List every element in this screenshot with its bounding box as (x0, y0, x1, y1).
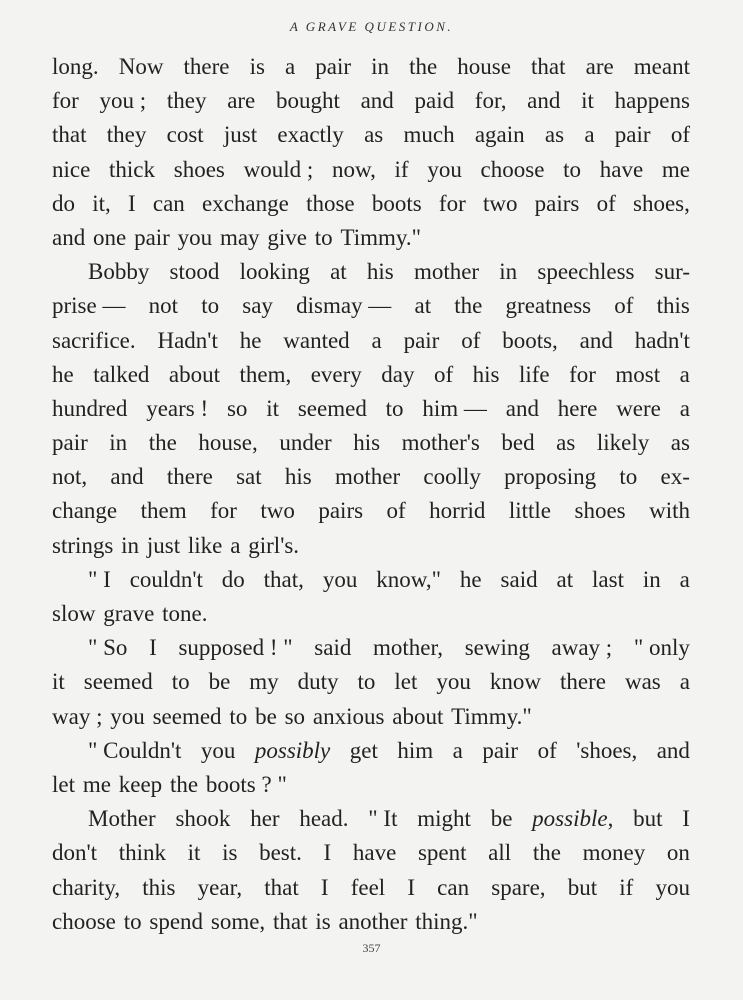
word: that (264, 874, 299, 900)
word: nice (52, 156, 91, 182)
word: at (556, 566, 574, 592)
word: not (148, 293, 179, 319)
word: to (123, 908, 142, 934)
word: I (320, 874, 329, 900)
word: of (596, 190, 616, 216)
word: those (306, 190, 355, 216)
word: slow (52, 601, 96, 626)
word: Timmy." (451, 703, 532, 729)
word: pair (403, 327, 440, 353)
word: this (142, 874, 176, 900)
word: would ; (243, 156, 314, 182)
word: most (615, 361, 661, 387)
running-head: A GRAVE QUESTION. (289, 19, 454, 34)
word: possibly (254, 737, 331, 763)
word: of (537, 737, 557, 763)
word: shoes (574, 498, 626, 524)
word: a (452, 737, 463, 763)
word: like (187, 532, 223, 558)
word: prise — (52, 293, 126, 319)
word: be (208, 669, 231, 695)
word: me (82, 771, 111, 797)
word: him (397, 737, 434, 763)
word: there (166, 464, 213, 490)
word: for (438, 190, 466, 216)
word: a (285, 54, 296, 79)
word: way ; (52, 703, 103, 729)
word: one (93, 224, 127, 250)
word: he (52, 361, 74, 387)
word: I (407, 874, 416, 900)
word: " Couldn't (88, 737, 182, 763)
word: a (679, 566, 690, 592)
word: and (110, 464, 144, 490)
word: pair (614, 122, 651, 148)
word: cost (166, 122, 204, 148)
word: pair (315, 54, 352, 79)
word: money (582, 840, 646, 866)
word: the (454, 293, 483, 319)
text-line (52, 494, 690, 528)
word: he (459, 566, 482, 592)
word: house (457, 54, 511, 79)
text-line (52, 426, 690, 460)
word: anxious (312, 703, 385, 729)
word: for (569, 361, 596, 387)
word: girl's. (248, 532, 300, 558)
word: last (592, 566, 624, 592)
word: mother, (373, 635, 444, 661)
word: " I (88, 566, 111, 592)
word: mother's (401, 430, 480, 456)
word: pairs (318, 498, 364, 524)
word: bed (501, 430, 535, 456)
word: that (273, 908, 308, 934)
text-line (52, 187, 690, 221)
word: tone. (162, 601, 208, 626)
word: a (679, 669, 690, 695)
word: happens (614, 88, 690, 114)
word: ex- (660, 464, 690, 490)
word: to (357, 669, 376, 695)
word: his (366, 259, 394, 285)
word: again (474, 122, 525, 148)
word: and (527, 88, 561, 114)
text-line (52, 836, 690, 870)
word: of (433, 361, 454, 387)
word: grave (103, 601, 155, 626)
word: as (544, 122, 565, 148)
word: Timmy." (340, 224, 422, 250)
word: were (616, 395, 661, 421)
word: and (52, 224, 86, 250)
word: " It (368, 806, 398, 832)
word: for, (474, 88, 507, 114)
word: speechless (537, 259, 635, 285)
word: couldn't (129, 566, 203, 592)
word: you (200, 737, 236, 763)
word: thing." (415, 908, 478, 934)
word: paid (414, 88, 455, 114)
word: two (482, 190, 518, 216)
word: it (52, 669, 65, 695)
word: you (655, 874, 690, 900)
word: I (323, 840, 332, 866)
word: you ; (99, 88, 147, 114)
word: a (679, 395, 690, 421)
word: every (310, 361, 362, 387)
word: pairs (534, 190, 580, 216)
word: his (472, 361, 500, 387)
word: boots ? " (205, 771, 287, 797)
word: duty (297, 669, 339, 695)
word: you (436, 669, 471, 695)
word: choose (480, 156, 545, 182)
word: sacrifice. (52, 327, 136, 353)
word: and (579, 327, 613, 353)
page-number: 357 (362, 941, 381, 955)
word: boots, (502, 327, 558, 353)
text-line (52, 153, 690, 187)
word: in (642, 566, 661, 592)
word: there (183, 54, 230, 79)
word: at (414, 293, 432, 319)
word: to (385, 395, 404, 421)
text-line (52, 563, 690, 597)
word: day (381, 361, 415, 387)
word: can (437, 874, 470, 900)
word: Bobby (88, 259, 150, 285)
word: life (518, 361, 550, 387)
text-line (52, 529, 690, 563)
word: with (649, 498, 690, 524)
word: said (500, 566, 538, 592)
word: give (267, 224, 307, 250)
word: he (239, 327, 262, 353)
word: greatness (505, 293, 592, 319)
word: for (52, 88, 79, 114)
word: wanted (283, 327, 350, 353)
word: bought (275, 88, 340, 114)
word: my (249, 669, 279, 695)
word: choose (52, 908, 116, 934)
word: in (109, 430, 128, 456)
word: the (532, 840, 561, 866)
word: about (168, 361, 220, 387)
text-line (52, 631, 690, 665)
word: him — (422, 395, 487, 421)
word: to (201, 293, 220, 319)
text-line (52, 289, 690, 323)
word: if (619, 874, 634, 900)
word: talked (93, 361, 150, 387)
word: sat (236, 464, 262, 490)
text-line (52, 255, 690, 289)
word: on (666, 840, 690, 866)
word: they (106, 122, 147, 148)
word: shook (175, 806, 231, 832)
word: hundred (52, 395, 128, 421)
word: are (227, 88, 256, 114)
word: so (226, 395, 248, 421)
text-line (52, 118, 690, 152)
word: pair (52, 430, 88, 456)
word: it (266, 395, 280, 421)
word: know," (376, 566, 441, 592)
word: the (409, 54, 438, 79)
word: head. (299, 806, 349, 832)
word: I (682, 806, 690, 832)
word: you (322, 566, 358, 592)
word: Now (118, 54, 164, 79)
word: mother (334, 464, 401, 490)
word: shoes (173, 156, 225, 182)
word: pair (134, 224, 170, 250)
word: shoes, (633, 190, 690, 216)
word: can (152, 190, 185, 216)
word: it (187, 840, 201, 866)
word: do (221, 566, 245, 592)
text-line (52, 871, 690, 905)
word: if (394, 156, 409, 182)
word: of (670, 122, 690, 148)
word: say (242, 293, 273, 319)
word: charity, (52, 874, 121, 900)
word: don't (52, 840, 98, 866)
word: spend (149, 908, 204, 934)
word: of (461, 327, 481, 353)
word: house, (198, 430, 258, 456)
word: of (614, 293, 634, 319)
word: year, (197, 874, 243, 900)
word: think (118, 840, 166, 866)
word: to (619, 464, 638, 490)
word: to (563, 156, 582, 182)
word: but (567, 874, 598, 900)
word: so (284, 703, 306, 729)
word: proposing (504, 464, 597, 490)
word: not, (52, 464, 88, 490)
word: mother (413, 259, 480, 285)
word: a (584, 122, 595, 148)
word: there (560, 669, 606, 695)
word: 'shoes, (576, 737, 638, 763)
word: seemed (83, 669, 153, 695)
word: have (599, 156, 644, 182)
word: it (581, 88, 594, 114)
word: some, (210, 908, 266, 934)
word: supposed ! " (178, 635, 293, 661)
word: that (52, 122, 87, 148)
text-line (52, 665, 690, 699)
word: is (222, 840, 238, 866)
word: them, (239, 361, 292, 387)
word: away ; (551, 635, 613, 661)
body-text (52, 50, 690, 939)
word: was (624, 669, 661, 695)
word: likely (596, 430, 650, 456)
word: and (360, 88, 394, 114)
word: exactly (277, 122, 344, 148)
word: a (230, 532, 241, 558)
word: years ! (146, 395, 209, 421)
text-line (52, 905, 690, 939)
word: here (557, 395, 598, 421)
word: in (371, 54, 390, 79)
word: just (223, 122, 258, 148)
word: at (330, 259, 347, 285)
word: be (490, 806, 513, 832)
word: all (488, 840, 512, 866)
word: to (171, 669, 190, 695)
word: under (279, 430, 332, 456)
word: to (314, 224, 333, 250)
word: is (315, 908, 331, 934)
word: are (585, 54, 614, 79)
word: you (177, 224, 213, 250)
word: in (499, 259, 518, 285)
word: Mother (88, 806, 156, 832)
word: exchange (202, 190, 289, 216)
word: boots (371, 190, 422, 216)
word: a (371, 327, 382, 353)
text-line (52, 50, 690, 84)
word: dismay — (296, 293, 392, 319)
word: keep (118, 771, 163, 797)
word: stood (169, 259, 220, 285)
word: let (52, 771, 75, 797)
word: you (427, 156, 462, 182)
word: get (349, 737, 378, 763)
word: to (229, 703, 248, 729)
word: two (260, 498, 295, 524)
word: be (255, 703, 277, 729)
word: meant (633, 54, 690, 79)
word: in (121, 532, 140, 558)
text-line (52, 768, 690, 802)
word: is (249, 54, 265, 79)
word: looking (239, 259, 310, 285)
word: as (556, 430, 576, 456)
word: another (338, 908, 408, 934)
word: this (656, 293, 690, 319)
word: and (656, 737, 690, 763)
word: the (148, 430, 177, 456)
word: you (110, 703, 145, 729)
word: now, (331, 156, 376, 182)
word: thick (109, 156, 156, 182)
word: have (352, 840, 397, 866)
word: a (679, 361, 690, 387)
word: that (531, 54, 566, 79)
word: about (392, 703, 444, 729)
text-line (52, 84, 690, 118)
word: her (250, 806, 280, 832)
word: " So (88, 635, 128, 661)
word: possible, (532, 806, 614, 832)
word: said (314, 635, 352, 661)
word: Hadn't (157, 327, 218, 353)
word: little (508, 498, 552, 524)
word: horrid (429, 498, 486, 524)
word: for (210, 498, 237, 524)
word: seemed (152, 703, 222, 729)
word: " only (633, 635, 690, 661)
word: feel (350, 874, 386, 900)
word: sur- (654, 259, 690, 285)
text-line (52, 221, 690, 255)
text-line (52, 700, 690, 734)
word: and (505, 395, 539, 421)
text-line (52, 802, 690, 836)
word: it, (92, 190, 111, 216)
word: spare, (491, 874, 546, 900)
word: spent (417, 840, 467, 866)
word: they (166, 88, 207, 114)
word: his (353, 430, 381, 456)
word: but (633, 806, 663, 832)
text-line (52, 597, 690, 631)
word: let (394, 669, 418, 695)
word: best. (259, 840, 302, 866)
word: might (417, 806, 471, 832)
text-line (52, 460, 690, 494)
word: change (52, 498, 118, 524)
word: I (149, 635, 157, 661)
word: of (386, 498, 406, 524)
word: coolly (423, 464, 481, 490)
text-line (52, 324, 690, 358)
word: I (127, 190, 136, 216)
word: hadn't (634, 327, 690, 353)
word: as (670, 430, 690, 456)
text-line (52, 392, 690, 426)
word: pair (482, 737, 519, 763)
word: long. (52, 54, 99, 79)
word: do (52, 190, 75, 216)
word: me (661, 156, 690, 182)
word: strings (52, 532, 114, 558)
word: his (284, 464, 312, 490)
word: much (403, 122, 455, 148)
word: seemed (297, 395, 367, 421)
word: them (140, 498, 187, 524)
word: as (364, 122, 384, 148)
word: know (489, 669, 542, 695)
word: may (219, 224, 260, 250)
word: the (169, 771, 199, 797)
word: sewing (464, 635, 530, 661)
text-line (52, 734, 690, 768)
word: that, (263, 566, 304, 592)
word: just (146, 532, 181, 558)
text-line (52, 358, 690, 392)
